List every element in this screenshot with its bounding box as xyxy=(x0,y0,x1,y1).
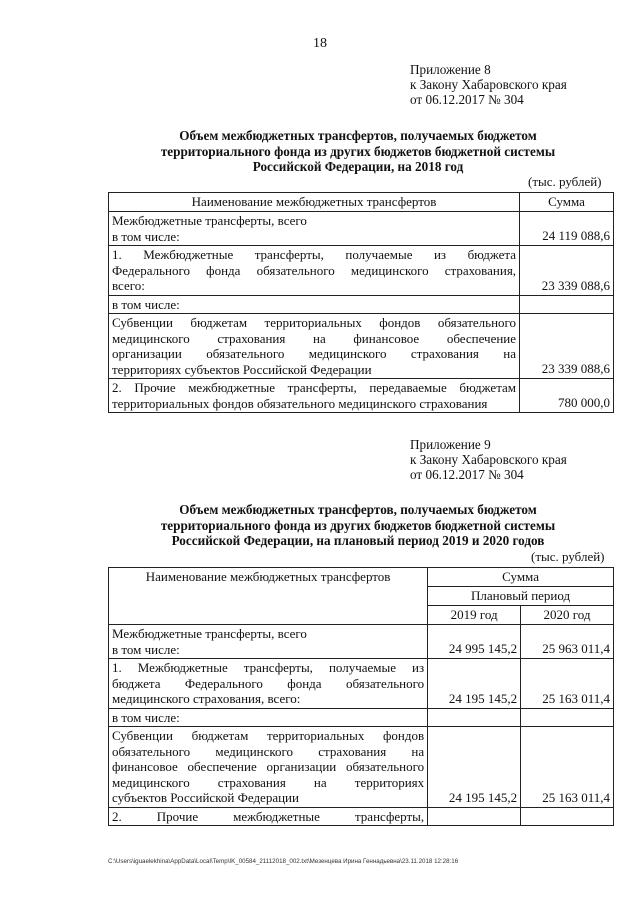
row-text: Субвенции бюджетам территориальных фондов xyxy=(112,728,425,743)
column-header-name: Наименование межбюджетных трансфертов xyxy=(109,193,520,212)
row-text: территориальных фондов обязательного медицинского страхования xyxy=(112,395,488,411)
row-text: всего: xyxy=(112,278,145,293)
appendix-8-line2: к Закону Хабаровского края xyxy=(410,77,567,92)
transfers-table-2018 xyxy=(108,192,614,413)
row-text: бюджета Федерального фонда обязательного xyxy=(112,675,425,691)
appendix-9-line2: к Закону Хабаровского края xyxy=(410,452,567,467)
units-label-8: (тыс. рублей) xyxy=(528,174,602,189)
transfers-table-2019-2020 xyxy=(108,567,614,826)
row-text: финансовое обеспечение организации обязательного xyxy=(112,759,425,774)
row-text: медицинского страхования на финансовое обеспечение xyxy=(112,330,517,346)
row-text: территориях субъектов Российской Федерации xyxy=(112,361,372,377)
row-value-2020: 25 963 011,4 xyxy=(521,625,614,659)
appendix-9-line1: Приложение 9 xyxy=(410,437,491,452)
table-row xyxy=(109,708,614,727)
row-text: Межбюджетные трансферты, всего xyxy=(112,213,307,228)
row-text: 2. Прочие межбюджетные трансферты, xyxy=(112,808,425,824)
title-8-line3: Российской Федерации, на 2018 год xyxy=(252,159,464,174)
table-row xyxy=(109,212,614,246)
row-value-empty xyxy=(521,708,614,727)
row-text: в том числе: xyxy=(112,709,180,725)
column-header-sum: Сумма xyxy=(428,568,614,587)
table-row xyxy=(109,727,614,808)
appendix-9-line3: от 06.12.2017 № 304 xyxy=(410,467,524,482)
row-text: Федерального фонда обязательного медицинского страхования, xyxy=(112,262,517,278)
row-text: 1. Межбюджетные трансферты, получаемые из бюджета xyxy=(112,247,517,262)
row-text: в том числе: xyxy=(112,228,180,244)
row-value: 24 119 088,6 xyxy=(520,212,614,246)
row-value: 23 339 088,6 xyxy=(520,246,614,296)
row-value: 780 000,0 xyxy=(520,379,614,413)
column-header-sum: Сумма xyxy=(520,193,614,212)
column-header-2019: 2019 год xyxy=(428,606,521,625)
table-row xyxy=(109,659,614,709)
title-9-line3: Российской Федерации, на плановый период 2019 и 2020 годов xyxy=(171,533,545,548)
row-text: в том числе: xyxy=(112,641,180,657)
column-header-2020: 2020 год xyxy=(521,606,614,625)
row-value-empty xyxy=(428,708,521,727)
row-value-2019: 24 195 145,2 xyxy=(428,659,521,709)
row-text: 2. Прочие межбюджетные трансферты, передаваемые бюджетам xyxy=(112,380,517,395)
row-value-empty xyxy=(521,807,614,826)
title-appendix-9 xyxy=(108,502,608,549)
units-label-9: (тыс. рублей) xyxy=(531,549,605,564)
row-value-empty xyxy=(520,295,614,314)
row-value-2020: 25 163 011,4 xyxy=(521,727,614,808)
title-8-line1: Объем межбюджетных трансфертов, получаемых бюджетом xyxy=(179,128,537,143)
row-value: 23 339 088,6 xyxy=(520,314,614,379)
column-header-period: Плановый период xyxy=(428,587,614,606)
table-header-row xyxy=(109,568,614,587)
appendix-8-caption xyxy=(410,62,567,107)
row-value-2020: 25 163 011,4 xyxy=(521,659,614,709)
row-text: организации обязательного медицинского страхования на xyxy=(112,346,517,361)
table-row xyxy=(109,625,614,659)
row-value-2019: 24 195 145,2 xyxy=(428,727,521,808)
appendix-9-caption xyxy=(410,437,567,482)
row-text: Межбюджетные трансферты, всего xyxy=(112,626,307,641)
row-text: Субвенции бюджетам территориальных фондов обязательного xyxy=(112,315,517,330)
table-row xyxy=(109,246,614,296)
row-value-2019: 24 995 145,2 xyxy=(428,625,521,659)
page-number: 18 xyxy=(313,36,327,51)
title-9-line2: территориального фонда из других бюджетов бюджетной системы xyxy=(160,517,556,533)
table-row xyxy=(109,807,614,826)
title-8-line2: территориального фонда из других бюджетов бюджетной системы xyxy=(160,143,556,159)
table-row xyxy=(109,314,614,379)
appendix-8-line3: от 06.12.2017 № 304 xyxy=(410,92,524,107)
column-header-name: Наименование межбюджетных трансфертов xyxy=(109,568,428,625)
table-row xyxy=(109,295,614,314)
file-path-footer: C:\Users\iguaelekhina\AppData\Local\Temp\IK_00584_21112018_002.txt\Мезенцева Ирина Геннадьевна\23.11.2018 12:28:16 xyxy=(108,858,459,865)
title-appendix-8 xyxy=(108,128,608,175)
row-text: медицинского страхования, всего: xyxy=(112,691,301,706)
row-text: в том числе: xyxy=(112,296,180,312)
row-text: обязательного медицинского страхования на xyxy=(112,743,425,759)
appendix-8-line1: Приложение 8 xyxy=(410,62,491,77)
title-9-line1: Объем межбюджетных трансфертов, получаемых бюджетом xyxy=(179,502,537,517)
table-row xyxy=(109,379,614,413)
row-text: медицинского страхования на территориях xyxy=(112,774,425,790)
row-value-empty xyxy=(428,807,521,826)
table-header-row xyxy=(109,193,614,212)
row-text: субъектов Российской Федерации xyxy=(112,790,299,805)
row-text: 1. Межбюджетные трансферты, получаемые из xyxy=(112,660,425,675)
